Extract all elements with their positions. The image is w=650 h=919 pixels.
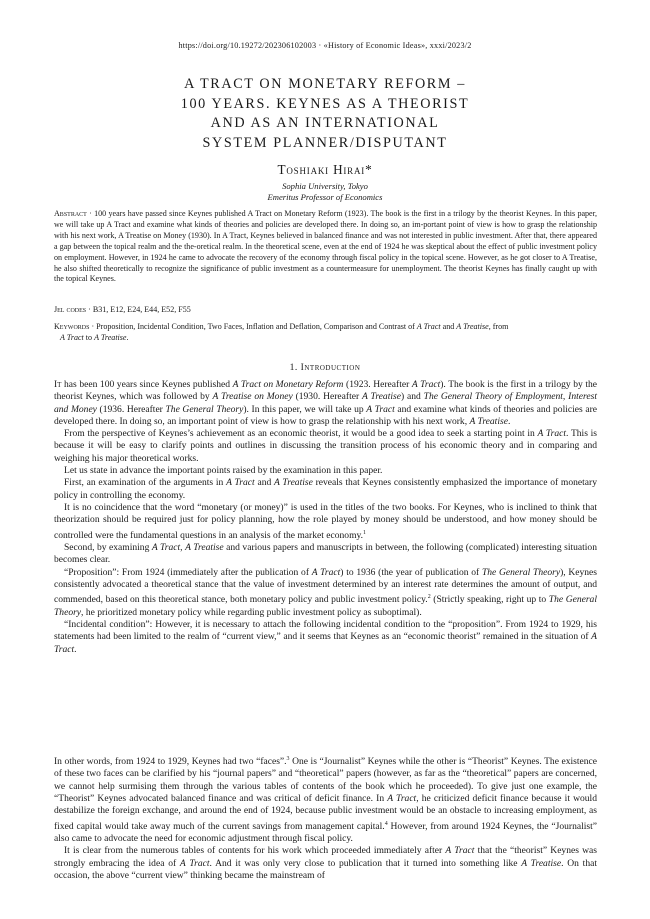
footnote-ref[interactable]: 2 [427,594,431,601]
footnote-ref[interactable]: 1 [363,529,367,536]
title-line: AND AS AN INTERNATIONAL [210,115,440,131]
affiliation-title: Emeritus Professor of Economics [267,192,383,202]
author-name: Toshiaki Hirai* [277,162,373,177]
paragraph: “Incidental condition”: However, it is necessary to attach the following incidental condition to the “proposition”. From 1924 to 1929, his statements had been limited to the realm of “current view,” and it seems that Keynes as an “economic theorist” remained in the situation of A Tract. [54,618,597,655]
abstract [54,209,597,285]
article-title [0,75,650,153]
body-text-lower [54,753,597,882]
title-line: A TRACT ON MONETARY REFORM – [184,76,466,92]
abstract-label: Abstract [54,209,87,218]
paragraph: First, an examination of the arguments in A Tract and A Treatise reveals that Keynes consistently emphasized the importance of monetary policy in controlling the economy. [54,477,597,501]
jel-text: · B31, E12, E24, E44, E52, F55 [86,305,191,314]
paragraph: It has been 100 years since Keynes published A Tract on Monetary Reform (1923. Hereafter A Tract). The book is the first in a trilogy by the theorist Keynes, which was followed by A Treatise on Money (1930. Hereafter A Treatise) and The General Theory of Employment, Interest and Money (1936. Hereafter The General Theory). In this paper, we will take up A Tract and examine what kinds of theories and policies are developed there. In doing so, an important point of view is how to grasp the relationship with his next work, A Treatise. [54,379,598,427]
affiliation-university: Sophia University, Tokyo [282,181,368,191]
abstract-text: · 100 years have passed since Keynes published A Tract on Monetary Reform (1923). The book is the first in a trilogy by the theorist Keynes. In this paper, we will take up A Tract and examine what kinds of theories and policies are developed there. In doing so, an im-portant point of view is how to grasp the relationship with his next work, A Treatise on Money (1930). In A Tract, Keynes believed in balanced finance and was not interested in public investment. After that, there appeared a gap between the topical realm and the the-oretical realm. In the theoretical scene, even at the end of 1924 he was skeptical about the effect of public investment policy on employment. However, in 1924 he came to advocate the recovery of the economy through fiscal policy in the topical scene. However, as he got closer to A Treatise, he also shifted theoretically to recognize the significance of public investment as a countermeasure for unemployment. The theorist Keynes has finally caught up with the topical Keynes. [54,209,597,284]
paragraph: “Proposition”: From 1924 (immediately after the publication of A Tract) to 1936 (the year of publication of The General Theory), Keynes consistently advocated a theoretical stance that the value of investment determined by an interest rate determines the amount of output, and commended, based on this theoretical stance, both monetary policy and public investment policy.$^2$ (Strictly speaking, right up to The General Theory, he prioritized monetary policy while regarding public investment policy as suboptimal). [54,566,598,618]
keywords: Keywords · Proposition, Incidental Condition, Two Faces, Inflation and Deflation, Comparison and Contrast of A Tract and A Treatise, from A Tract to A Treatise. [54,322,509,342]
paragraph: Let us state in advance the important points raised by the examination in this paper. [64,465,383,477]
title-line: SYSTEM PLANNER/DISPUTANT [202,134,448,151]
body-text-upper [54,379,597,656]
footnote-ref[interactable]: 3 [286,756,290,762]
jel-codes [54,305,597,316]
running-head: https://doi.org/10.19272/202306102003 · «History of Economic Ideas», xxxi/2023/2 [178,41,472,50]
paragraph: It is clear from the numerous tables of contents for his work which proceeded immediately after A Tract that the “theorist” Keynes was strongly embracing the idea of A Tract. And it was only very close to publication that it turned into something like A Treatise. On that occasion, the above “current view” thinking became the mainstream of [54,845,597,882]
paragraph: In other words, from 1924 to 1929, Keynes had two “faces”.$^3$ One is “Journalist” Keynes while the other is “Theorist” Keynes. The existence of these two faces can be clarified by his “journal papers” and “theoretical” papers (however, as far as the “theoretical” papers are concerned, we cannot help surmising them through the various tables of contents of the book which he proceeded). To give just one example, the “Theorist” Keynes advocated balanced finance and was critical of deficit finance. In A Tract, he criticized deficit finance because it would destabilize the foreign exchange, and around the end of 1924, because public investment would be an obstacle to increasing employment, as fixed capital would take away much of the current savings from management capital.$^4$ However, from around 1924 Keynes, the “Journalist” also came to advocate the need for economic adjustment through fiscal policy. [54,756,597,845]
jel-label: Jel codes [54,305,87,314]
title-line: 100 YEARS. KEYNES AS A THEORIST [180,95,470,112]
footnote-ref[interactable]: 4 [384,820,388,827]
keywords-label: Keywords [54,322,90,331]
section-heading: 1. Introduction [289,362,361,373]
paragraph: From the perspective of Keynes’s achievement as an economic theorist, it would be a good idea to seek a starting point in A Tract. This is because it will be easy to clarify points and outlines in discussing the transition process of his economic theory and in comparing and weighing his major theoretical works. [54,428,598,464]
paragraph: Second, by examining A Tract, A Treatise and various papers and manuscripts in between, the following (complicated) interesting situation becomes clear. [54,542,597,566]
paragraph: It is no coincidence that the word “monetary (or money)” is used in the titles of the two books. For Keynes, who is inclined to think that theorization should be required just for policy planning, how the role played by money should be understood, and how money should be controlled were the fundamental questions in an analysis of the market economy.$^1$ [54,501,597,541]
